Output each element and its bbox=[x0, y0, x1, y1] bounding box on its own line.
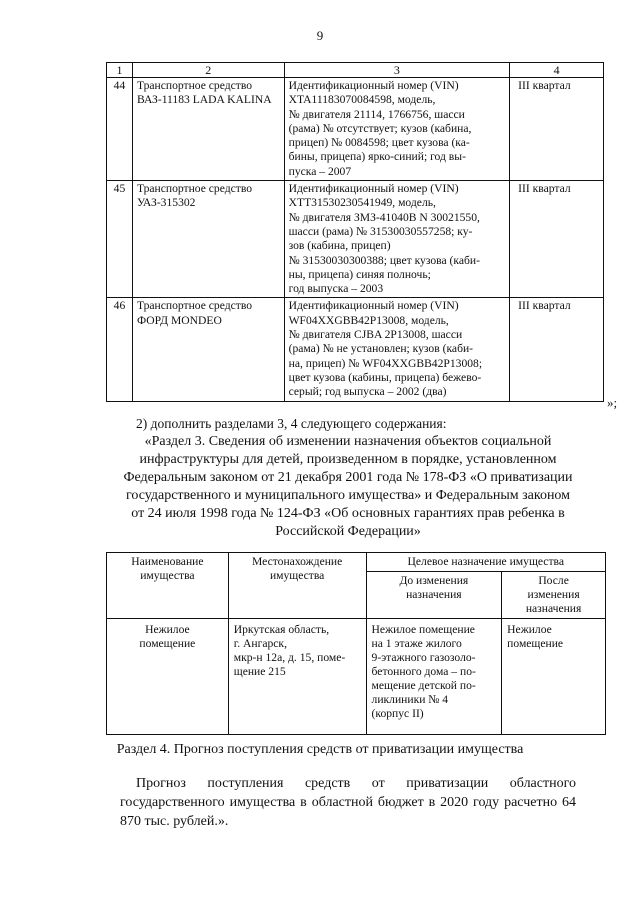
section-4-title: Раздел 4. Прогноз поступления средств от приватизации имущества bbox=[116, 742, 524, 757]
purpose-before: Нежилое помещение на 1 этаже жилого 9-этажного газозоло- бетонного дома – по- мещение детской по- ликлиники № 4 (корпус II) bbox=[366, 619, 502, 735]
sale-quarter: III квартал bbox=[510, 78, 604, 181]
table-row bbox=[107, 298, 604, 401]
row-number: 46 bbox=[107, 298, 133, 401]
vehicle-name: Транспортное средство ФОРД MONDEO bbox=[132, 298, 284, 401]
vehicle-table bbox=[106, 62, 604, 402]
vehicle-description: Идентификационный номер (VIN) XTT31530230541949, модель, № двигателя ЗМЗ-41040В N 30021550, шасси (рама) № 31530030557258; ку- зов (кабина, прицеп) № 31530030300388; цвет кузова (каби- ны, прицепа) синяя полночь; год выпуска – 2003 bbox=[284, 181, 510, 298]
table-row bbox=[107, 619, 606, 735]
header-after-change: После изменения назначения bbox=[502, 572, 606, 619]
property-location: Иркутская область, г. Ангарск, мкр-н 12а, д. 15, поме- щение 215 bbox=[228, 619, 366, 735]
closing-quote-mark: »; bbox=[607, 395, 618, 410]
property-name: Нежилое помещение bbox=[107, 619, 229, 735]
row-number: 44 bbox=[107, 78, 133, 181]
column-header: 1 bbox=[107, 63, 133, 78]
page-number: 9 bbox=[316, 28, 324, 43]
column-header: 3 bbox=[284, 63, 510, 78]
amendment-text: 2) дополнить разделами 3, 4 следующего содержания: bbox=[136, 416, 447, 431]
header-property-name: Наименование имущества bbox=[107, 553, 229, 619]
vehicle-name: Транспортное средство ВАЗ-11183 LADA KALINA bbox=[132, 78, 284, 181]
vehicle-description: Идентификационный номер (VIN) WF04XXGBB42P13008, модель, № двигателя CJBA 2P13008, шасси (рама) № не установлен; кузов (каби- на, прицеп) № WF04XXGBB42P13008; цвет кузова (кабины, прицепа) бежево- серый; год выпуска – 2002 (два) bbox=[284, 298, 510, 401]
purpose-after: Нежилое помещение bbox=[502, 619, 606, 735]
column-header: 2 bbox=[132, 63, 284, 78]
table-header-row bbox=[107, 553, 606, 572]
header-property-location: Местонахождение имущества bbox=[228, 553, 366, 619]
table-row bbox=[107, 78, 604, 181]
vehicle-description: Идентификационный номер (VIN) XTA11183070084598, модель, № двигателя 21114, 1766756, шасси (рама) № отсутствует; кузов (кабина, прицеп) № 0084598; цвет кузова (ка- бины, прицепа) ярко-синий; год вы- пуска – 2007 bbox=[284, 78, 510, 181]
table-row bbox=[107, 181, 604, 298]
sale-quarter: III квартал bbox=[510, 298, 604, 401]
vehicle-name: Транспортное средство УАЗ-315302 bbox=[132, 181, 284, 298]
header-before-change: До изменения назначения bbox=[366, 572, 502, 619]
row-number: 45 bbox=[107, 181, 133, 298]
section-3-title: «Раздел 3. Сведения об изменении назначения объектов социальной инфраструктуры для детей, произведенном в порядке, установленном Федеральным законом от 21 декабря 2001 года № 178-ФЗ «О приватизации государственного и муниципального имущества» и Федеральным законом от 24 июля 1998 года № 124-ФЗ «Об основных гарантиях прав ребенка в Российской Федерации» bbox=[123, 434, 573, 539]
forecast-paragraph: Прогноз поступления средств от приватизации областного государственного имущества в областной бюджет в 2020 году расчетно 64 870 тыс. рублей.». bbox=[120, 776, 576, 829]
header-target-purpose: Целевое назначение имущества bbox=[366, 553, 605, 572]
purpose-change-table bbox=[106, 552, 606, 735]
table-header-row bbox=[107, 63, 604, 78]
sale-quarter: III квартал bbox=[510, 181, 604, 298]
column-header: 4 bbox=[510, 63, 604, 78]
